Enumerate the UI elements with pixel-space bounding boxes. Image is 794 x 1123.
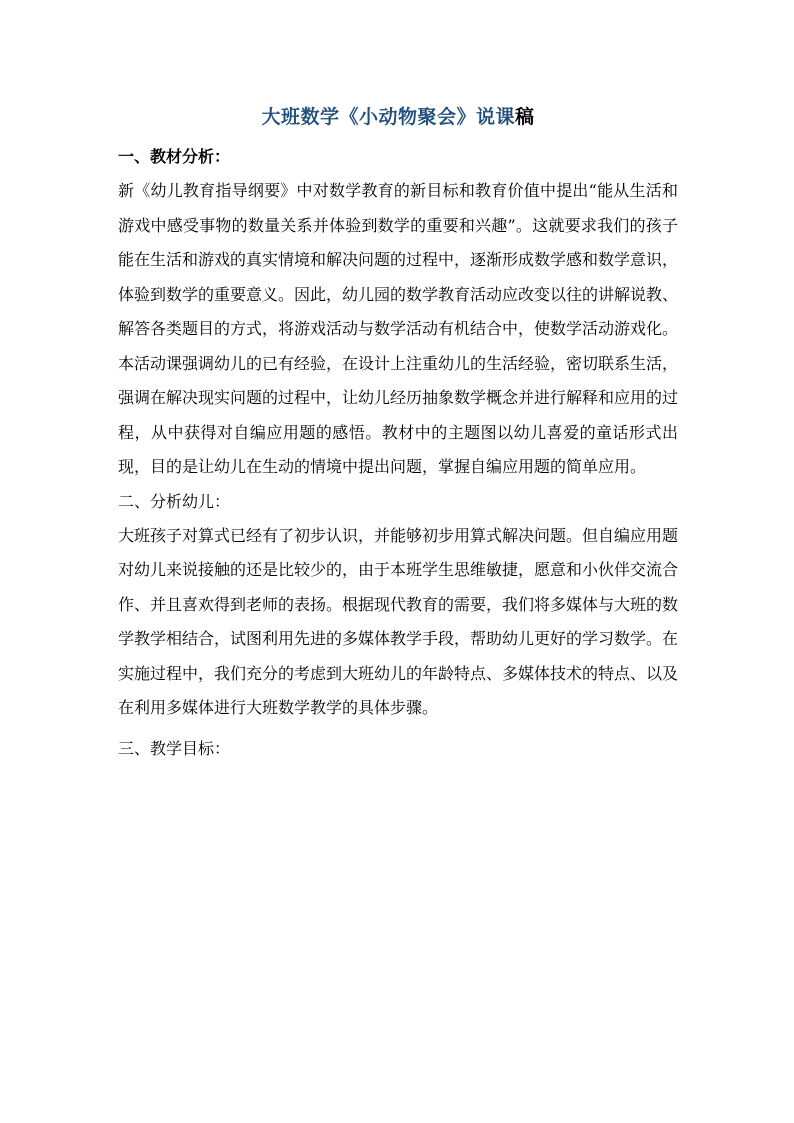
- document-title-highlight: 大班数学《小动物聚会》说课: [261, 106, 515, 128]
- paragraph-child-analysis-1: 大班孩子对算式已经有了初步认识，并能够初步用算式解决问题。但自编应用题对幼儿来说接触的还是比较少的，由于本班学生思维敏捷，愿意和小伙伴交流合作、并且喜欢得到老师的表扬。根据现代教育的需要，我们将多媒体与大班的数学教学相结合，试图利用先进的多媒体教学手段，帮助幼儿更好的学习数学。在实施过程中，我们充分的考虑到大班幼儿的年龄特点、多媒体技术的特点、以及在利用多媒体进行大班数学教学的具体步骤。: [118, 525, 679, 717]
- paragraph-textbook-analysis-1: 新《幼儿教育指导纲要》中对数学教育的新目标和教育价值中提出“能从生活和游戏中感受事物的数量关系并体验到数学的重要和兴趣”。这就要求我们的孩子能在生活和游戏的真实情境和解决问题的过程中，逐渐形成数学感和数学意识，体验到数学的重要意义。因此，幼儿园的数学教育活动应改变以往的讲解说教、解答各类题目的方式，将游戏活动与数学活动有机结合中，使数学活动游戏化。: [118, 181, 679, 338]
- document-page: [118, 100, 678, 766]
- section-heading-textbook-analysis: 一、教材分析：: [118, 147, 231, 166]
- section-heading-teaching-goals: 三、教学目标：: [118, 738, 231, 758]
- paragraph-textbook-analysis-2: 本活动课强调幼儿的已有经验，在设计上注重幼儿的生活经验，密切联系生活，强调在解决现实问题的过程中，让幼儿经历抽象数学概念并进行解释和应用的过程，从中获得对自编应用题的感悟。教材中的主题图以幼儿喜爱的童话形式出现，目的是让幼儿在生动的情境中提出问题，掌握自编应用题的简单应用。: [118, 353, 679, 476]
- document-title-tail: 稿: [515, 106, 535, 128]
- document-title: [118, 100, 678, 134]
- section-heading-child-analysis: 二、分析幼儿：: [118, 491, 231, 511]
